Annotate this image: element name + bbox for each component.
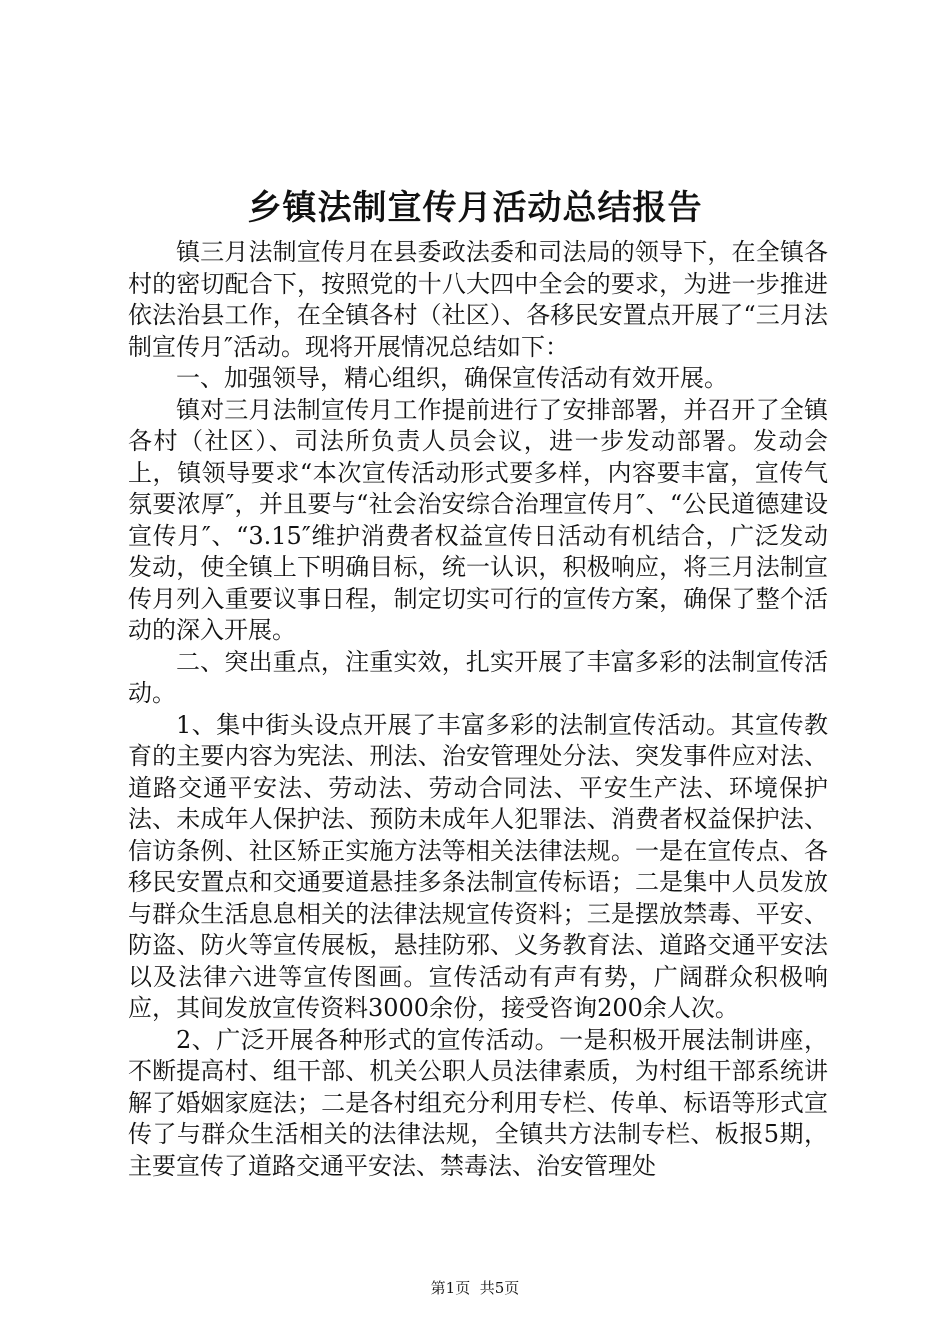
section-heading-1: 一、加强领导，精心组织，确保宣传活动有效开展。 [176,364,728,392]
page-number: 第1页 [430,1279,471,1297]
document-title: 乡镇法制宣传月活动总结报告 [247,188,703,228]
page-total: 共5页 [479,1279,520,1297]
paragraph-item-2: 2、广泛开展各种形式的宣传活动。一是积极开展法制讲座，不断提高村、组干部、机关公职人员法律素质，为村组干部系统讲解了婚姻家庭法；二是各村组充分利用专栏、传单、标语等形式宣传了与群众生活相关的法律法规，全镇共方法制专栏、板报5期，主要宣传了道路交通平安法、禁毒法、治安管理处 [128,1025,828,1180]
section-heading-2: 二、突出重点，注重实效，扎实开展了丰富多彩的法制宣传活动。 [128,647,828,707]
paragraph-intro: 镇三月法制宣传月在县委政法委和司法局的领导下，在全镇各村的密切配合下，按照党的十八大四中全会的要求，为进一步推进依法治县工作，在全镇各村（社区）、各移民安置点开展了“三月法制宣传月″活动。现将开展情况总结如下： [128,238,828,361]
paragraph-section-1: 镇对三月法制宣传月工作提前进行了安排部署，并召开了全镇各村（社区）、司法所负责人员会议，进一步发动部署。发动会上，镇领导要求“本次宣传活动形式要多样，内容要丰富，宣传气氛要浓厚″，并且要与“社会治安综合治理宣传月″、“公民道德建设宣传月″、“3.15″维护消费者权益宣传日活动有机结合，广泛发动发动，使全镇上下明确目标，统一认识，积极响应，将三月法制宣传月列入重要议事日程，制定切实可行的宣传方案，确保了整个活动的深入开展。 [128,395,828,644]
document-body [128,237,828,1182]
paragraph-item-1: 1、集中街头设点开展了丰富多彩的法制宣传活动。其宣传教育的主要内容为宪法、刑法、治安管理处分法、突发事件应对法、道路交通平安法、劳动法、劳动合同法、平安生产法、环境保护法、未成年人保护法、预防未成年人犯罪法、消费者权益保护法、信访条例、社区矫正实施方法等相关法律法规。一是在宣传点、各移民安置点和交通要道悬挂多条法制宣传标语；二是集中人员发放与群众生活息息相关的法律法规宣传资料；三是摆放禁毒、平安、防盗、防火等宣传展板，悬挂防邪、义务教育法、道路交通平安法以及法律六进等宣传图画。宣传活动有声有势，广阔群众积极响应，其间发放宣传资料3000余份，接受咨询200余人次。 [128,710,828,1022]
page-footer [0,1278,950,1298]
